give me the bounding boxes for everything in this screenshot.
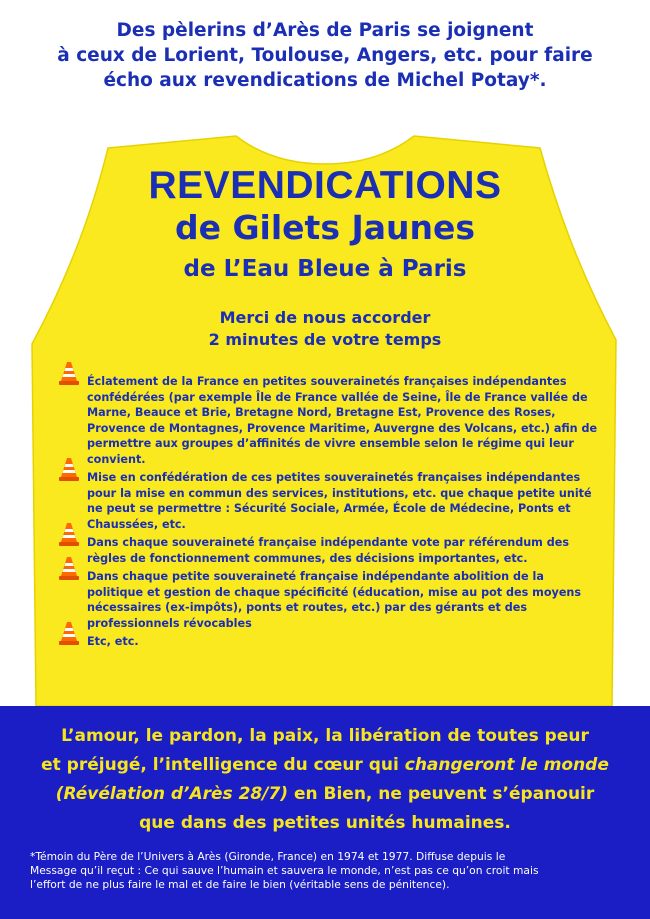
demand-item: [58, 374, 598, 467]
intro-line-3: écho aux revendications de Michel Potay*.: [103, 70, 547, 91]
footnote-line-3: l’effort de ne plus faire le mal et de faire le bien (véritable sens de pénitence).: [30, 878, 450, 891]
quote-line-3-text: en Bien, ne peuvent s’épanouir: [288, 784, 595, 804]
traffic-cone-icon: [58, 521, 80, 547]
subtitle: de Gilets Jaunes: [174, 208, 476, 247]
footnote: [30, 850, 630, 892]
thanks-text: [0, 307, 650, 351]
intro-line-1: Des pèlerins d’Arès de Paris se joignent: [116, 20, 534, 41]
demand-text: Éclatement de la France en petites souverainetés françaises indépendantes confédérées (par exemple Île de France vallée de Seine, Île de France vallée de Marne, Beauce et Brie, Bretagne Nord, Bretagne Est, Provence des Roses, Provence de Montagnes, Provence Maritime, Auvergne des Volcans, etc.) afin de permettre aux groupes d’affinités de vivre ensemble selon le régime qui leur convient.: [87, 375, 598, 466]
demand-text: Dans chaque petite souveraineté française indépendante abolition de la politique et gestion de chaque spécificité (éducation, mise au pot des moyens nécessaires (ex-impôts), ponts et routes, etc.) par des gérants et des professionnels révocables: [87, 570, 582, 630]
quote-line-2-italic: changeront le monde: [404, 755, 609, 775]
quote-line-2-text: et préjugé, l’intelligence du cœur qui: [41, 755, 405, 775]
traffic-cone-icon: [58, 360, 80, 386]
demand-item: [58, 470, 598, 532]
demand-text: Etc, etc.: [87, 635, 139, 648]
quote-line-4: que dans des petites unités humaines.: [139, 813, 511, 833]
footnote-line-2: Message qu’il reçut : Ce qui sauve l’humain et sauvera le monde, n’est pas ce qu’on croit mais: [30, 864, 539, 877]
footnote-line-1: *Témoin du Père de l’Univers à Arès (Gironde, France) en 1974 et 1977. Diffuse depuis le: [30, 850, 506, 863]
quote-line-1: L’amour, le pardon, la paix, la libération de toutes peur: [61, 726, 589, 746]
demand-text: Mise en confédération de ces petites souverainetés françaises indépendantes pour la mise en commun des services, institutions, etc. que chaque petite unité ne peut se permettre : Sécurité Sociale, Armée, École de Médecine, Ponts et Chaussées, etc.: [87, 471, 592, 531]
demand-item: [58, 634, 598, 650]
traffic-cone-icon: [58, 555, 80, 581]
quote-text: [0, 722, 650, 838]
demand-item: [58, 535, 598, 566]
demand-text: Dans chaque souveraineté française indépendante vote par référendum des règles de fonctionnement communes, des décisions importantes, etc.: [87, 536, 569, 565]
quote-line-3-italic: (Révélation d’Arès 28/7): [55, 784, 289, 804]
location-title: de L’Eau Bleue à Paris: [183, 256, 467, 282]
quote-line-3: [0, 780, 650, 809]
intro-line-2: à ceux de Lorient, Toulouse, Angers, etc. pour faire: [57, 45, 593, 66]
traffic-cone-icon: [58, 620, 80, 646]
thanks-line-1: Merci de nous accorder: [219, 308, 431, 327]
main-title: REVENDICATIONS: [148, 164, 502, 207]
thanks-line-2: 2 minutes de votre temps: [208, 330, 442, 349]
demand-item: [58, 569, 598, 631]
traffic-cone-icon: [58, 456, 80, 482]
demands-list: [58, 374, 598, 653]
quote-line-2: [0, 751, 650, 780]
